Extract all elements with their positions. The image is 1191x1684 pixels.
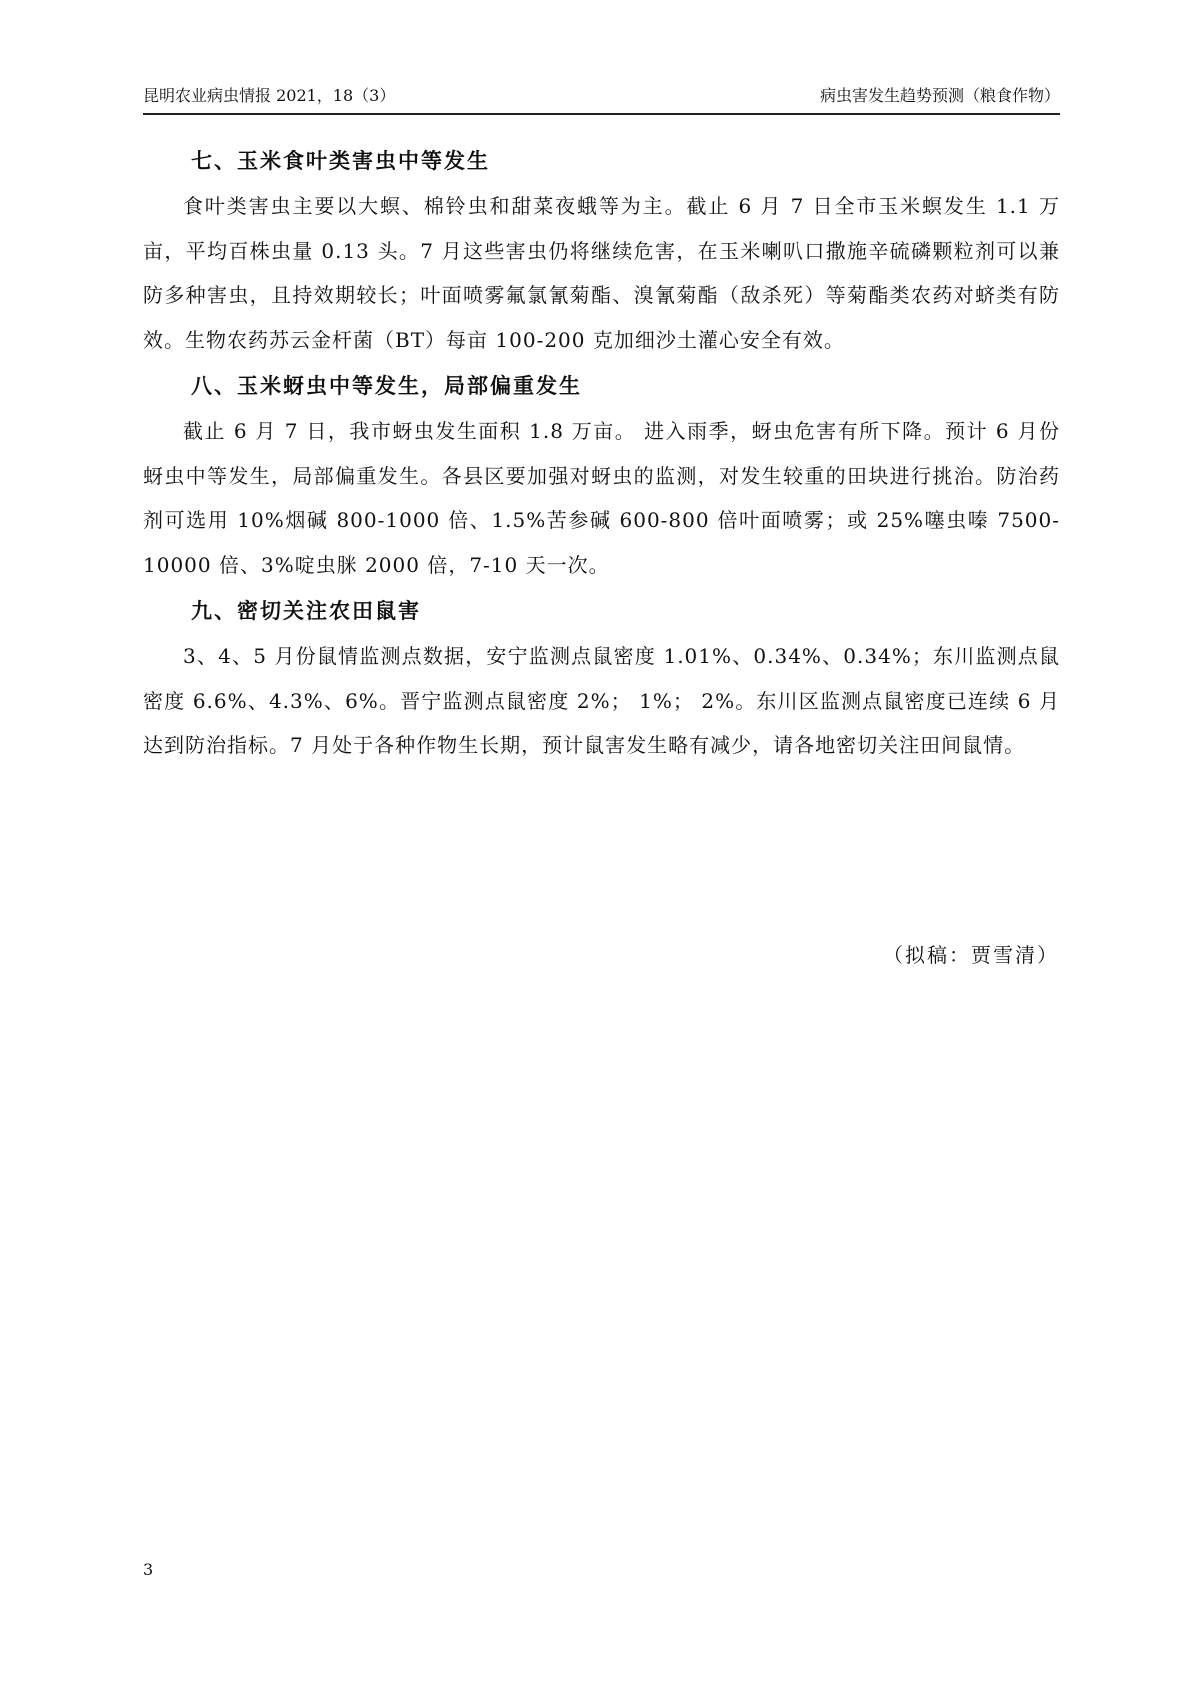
section-heading: 八、玉米蚜虫中等发生，局部偏重发生 [191, 373, 582, 398]
document-body [143, 137, 1060, 768]
section-paragraph: 截止 6 月 7 日，我市蚜虫发生面积 1.8 万亩。 进入雨季，蚜虫危害有所下降。预计 6 月份蚜虫中等发生，局部偏重发生。各县区要加强对蚜虫的监测，对发生较重的田块进行挑治。防治药剂可选用 10%烟碱 800-1000 倍、1.5%苦参碱 600-800 倍叶面喷雾；或 25%噻虫嗪 7500-10000 倍、3%啶虫脒 2000 倍，7-10 天一次。 [143, 419, 1060, 577]
section-corn-leaf-pests [143, 137, 1060, 362]
section-heading: 九、密切关注农田鼠害 [191, 598, 421, 623]
page-header [143, 83, 1060, 115]
section-field-rodents [143, 587, 1060, 768]
section-paragraph: 食叶类害虫主要以大螟、棉铃虫和甜菜夜蛾等为主。截止 6 月 7 日全市玉米螟发生 1.1 万亩，平均百株虫量 0.13 头。7 月这些害虫仍将继续危害，在玉米喇叭口撒施辛硫磷颗粒剂可以兼防多种害虫，且持效期较长；叶面喷雾氟氯氰菊酯、溴氰菊酯（敌杀死）等菊酯类农药对蛴类有防效。生物农药苏云金杆菌（BT）每亩 100-200 克加细沙土灌心安全有效。 [143, 194, 1060, 352]
section-heading: 七、玉米食叶类害虫中等发生 [191, 148, 490, 173]
journal-issue-header: 昆明农业病虫情报 2021，18（3） [143, 86, 396, 105]
section-corn-aphids [143, 362, 1060, 587]
section-category-header: 病虫害发生趋势预测（粮食作物） [819, 86, 1060, 105]
section-paragraph: 3、4、5 月份鼠情监测点数据，安宁监测点鼠密度 1.01%、0.34%、0.34%；东川监测点鼠密度 6.6%、4.3%、6%。晋宁监测点鼠密度 2%； 1%； 2%。东川区监测点鼠密度已连续 6 月达到防治指标。7 月处于各种作物生长期，预计鼠害发生略有减少，请各地密切关注田间鼠情。 [143, 644, 1060, 757]
author-signature: （拟稿：贾雪清） [883, 943, 1059, 967]
page-number: 3 [143, 1560, 154, 1579]
